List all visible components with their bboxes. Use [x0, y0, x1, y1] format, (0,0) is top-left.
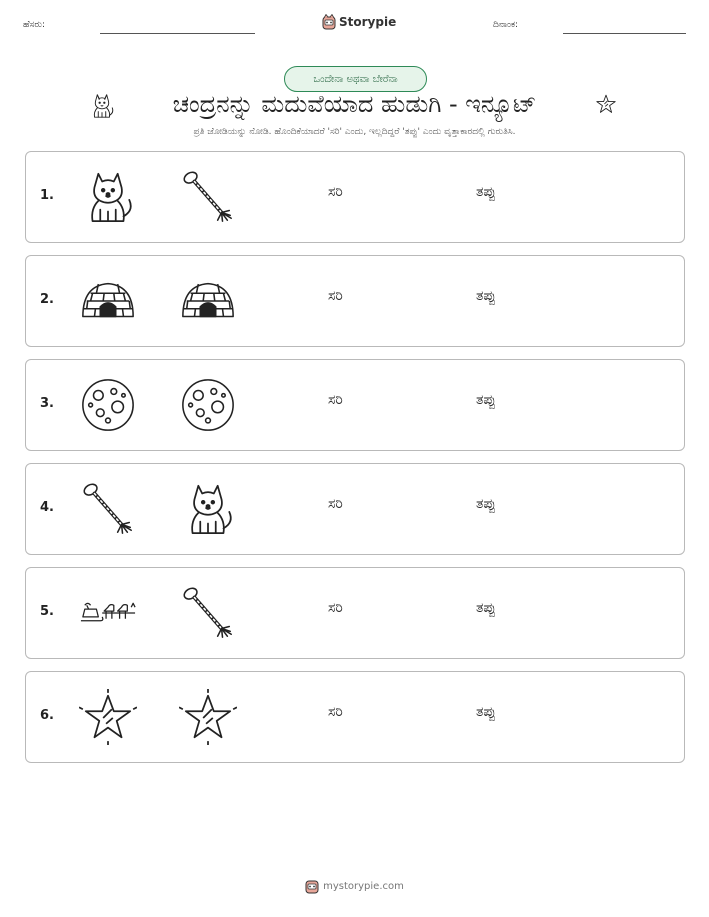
dog-icon	[179, 480, 237, 538]
mascot-icon	[322, 14, 336, 30]
name-field[interactable]	[100, 33, 255, 34]
date-field[interactable]	[563, 33, 686, 34]
brand-logo	[322, 14, 396, 30]
brand-name: Storypie	[339, 15, 397, 29]
name-label: ಹೆಸರು:	[23, 20, 46, 30]
rope-icon	[79, 480, 137, 538]
instructions: ಪ್ರತಿ ಜೋಡಿಯನ್ನು ನೋಡಿ. ಹೊಂದಿಕೆಯಾದರೆ 'ಸರಿ' ಎಂದು, ಇಲ್ಲದಿದ್ದರೆ 'ತಪ್ಪು' ಎಂದು ವೃತ್ತಾಕಾರದಲ್ಲಿ ಗುರುತಿಸಿ.	[193, 127, 516, 137]
option-false[interactable]: ತಪ್ಪು	[476, 600, 496, 616]
star-icon	[594, 92, 618, 116]
star-icon	[79, 688, 137, 746]
option-false[interactable]: ತಪ್ಪು	[476, 184, 496, 200]
option-false[interactable]: ತಪ್ಪು	[476, 496, 496, 512]
question-number: 4.	[40, 500, 54, 515]
question-number: 5.	[40, 604, 54, 619]
worksheet-title: ಚಂದ್ರನನ್ನು ಮದುವೆಯಾದ ಹುಡುಗಿ - ಇನ್ಯೂಟ್	[172, 90, 537, 118]
option-true[interactable]: ಸರಿ	[328, 392, 343, 408]
question-row	[25, 359, 685, 451]
question-number: 2.	[40, 292, 54, 307]
moon-icon	[79, 376, 137, 434]
question-number: 1.	[40, 188, 54, 203]
igloo-icon	[179, 272, 237, 330]
option-false[interactable]: ತಪ್ಪು	[476, 704, 496, 720]
question-row	[25, 567, 685, 659]
question-number: 6.	[40, 708, 54, 723]
rope-icon	[179, 168, 237, 226]
question-row	[25, 463, 685, 555]
option-false[interactable]: ತಪ್ಪು	[476, 288, 496, 304]
dog-icon	[79, 168, 137, 226]
rope-icon	[179, 584, 237, 642]
date-label: ದಿನಾಂಕ:	[493, 20, 519, 30]
worksheet-header	[0, 12, 709, 36]
moon-icon	[179, 376, 237, 434]
question-number: 3.	[40, 396, 54, 411]
option-true[interactable]: ಸರಿ	[328, 496, 343, 512]
option-true[interactable]: ಸರಿ	[328, 184, 343, 200]
question-row	[25, 151, 685, 243]
question-row	[25, 255, 685, 347]
footer-url[interactable]: mystorypie.com	[323, 880, 404, 892]
option-false[interactable]: ತಪ್ಪು	[476, 392, 496, 408]
footer	[0, 878, 709, 894]
question-row	[25, 671, 685, 763]
mascot-icon	[305, 878, 319, 894]
option-true[interactable]: ಸರಿ	[328, 288, 343, 304]
option-true[interactable]: ಸರಿ	[328, 704, 343, 720]
option-true[interactable]: ಸರಿ	[328, 600, 343, 616]
sled-icon	[79, 584, 137, 642]
igloo-icon	[79, 272, 137, 330]
activity-type-badge: ಒಂದೇನಾ ಅಥವಾ ಬೇರೆನಾ	[284, 66, 427, 92]
star-icon	[179, 688, 237, 746]
